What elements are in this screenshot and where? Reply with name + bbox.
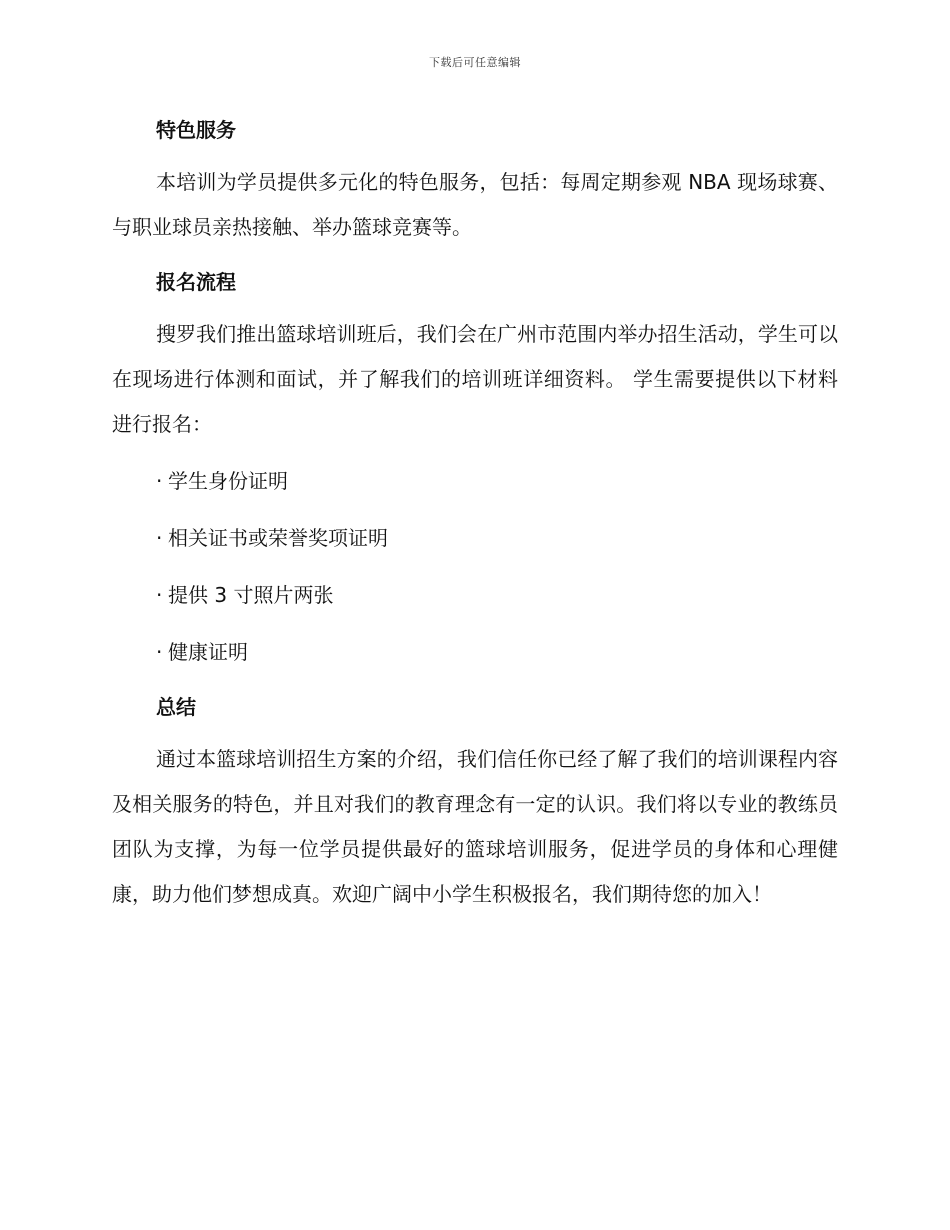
bullet-icon: · [156, 526, 163, 550]
requirements-list [112, 459, 838, 687]
bullet-icon: · [156, 640, 163, 664]
list-item-text: 学生身份证明 [168, 469, 288, 493]
section-heading-registration: 报名流程 [156, 270, 236, 294]
list-item-text: 相关证书或荣誉奖项证明 [168, 526, 388, 550]
section-heading-features: 特色服务 [156, 118, 236, 142]
list-item-text: 提供 3 寸照片两张 [168, 583, 334, 607]
section-paragraph-registration: 搜罗我们推出篮球培训班后，我们会在广州市范围内举办招生活动，学生可以在现场进行体测和面试，并了解我们的培训班详细资料。 学生需要提供以下材料进行报名： [112, 322, 838, 436]
section-paragraph-features: 本培训为学员提供多元化的特色服务，包括：每周定期参观 NBA 现场球赛、与职业球员亲热接触、举办篮球竞赛等。 [112, 170, 838, 239]
section-paragraph-summary: 通过本篮球培训招生方案的介绍，我们信任你已经了解了我们的培训课程内容及相关服务的特色，并且对我们的教育理念有一定的认识。我们将以专业的教练员团队为支撑，为每一位学员提供最好的篮球培训服务，促进学员的身体和心理健康，助力他们梦想成真。欢迎广阔中小学生积极报名，我们期待您的加入！ [112, 747, 838, 906]
list-item [112, 630, 838, 687]
list-item [112, 459, 838, 516]
bullet-icon: · [156, 583, 163, 607]
list-item [112, 573, 838, 630]
header-note: 下载后可任意编辑 [429, 56, 521, 69]
document-body [112, 110, 838, 917]
list-item [112, 516, 838, 573]
list-item-text: 健康证明 [168, 640, 248, 664]
section-heading-summary: 总结 [156, 695, 196, 719]
bullet-icon: · [156, 469, 163, 493]
